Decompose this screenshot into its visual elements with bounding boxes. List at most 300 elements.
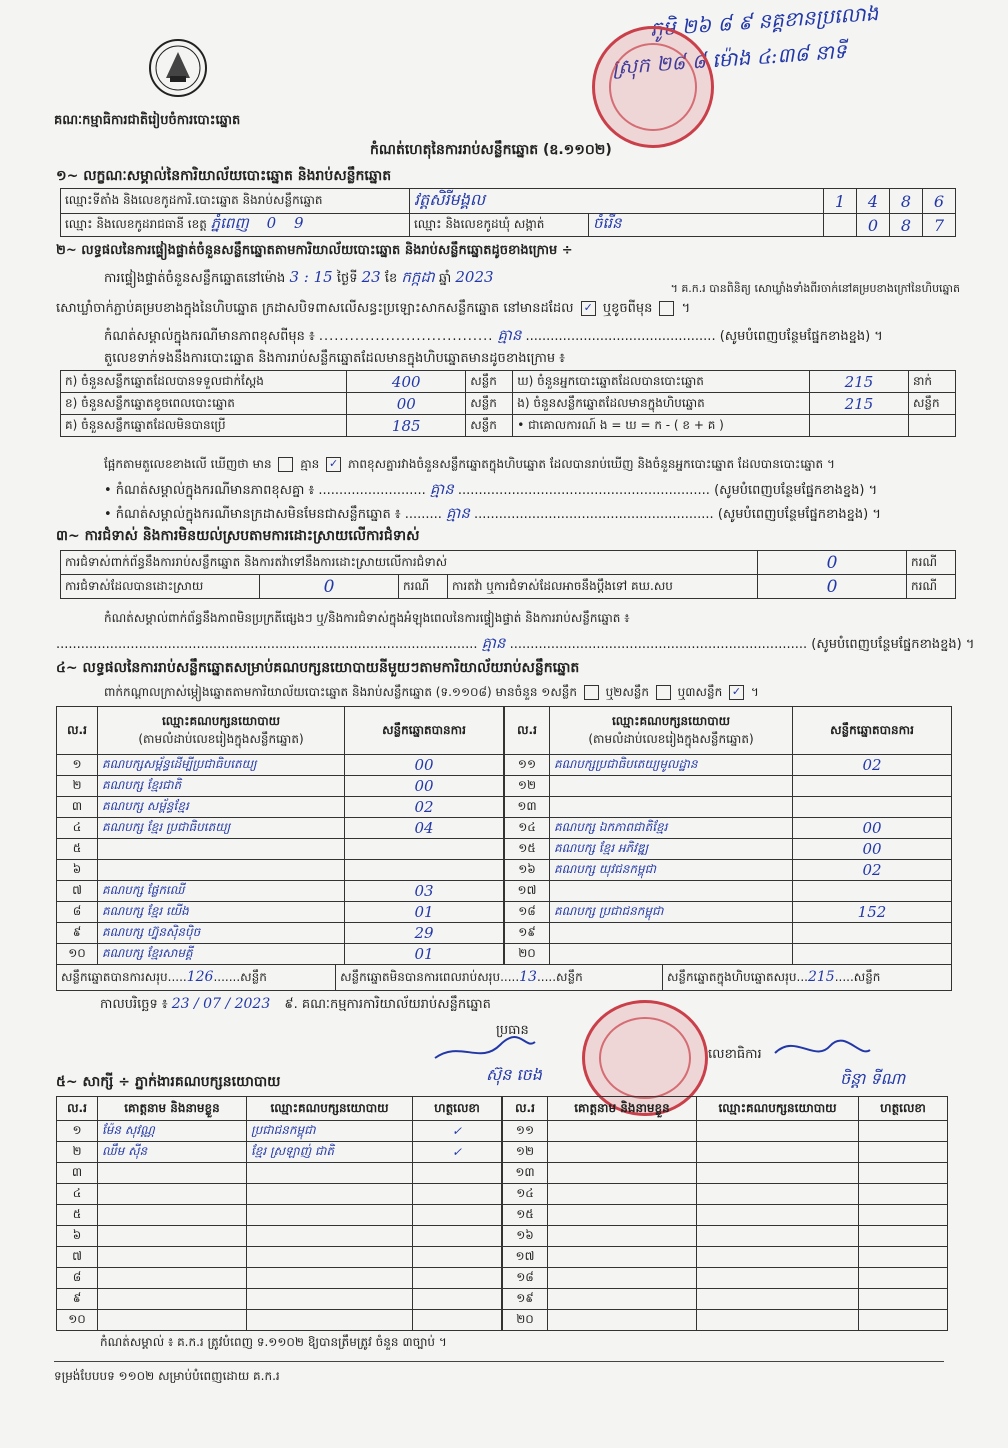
result-row <box>505 923 952 944</box>
result-no: ៦ <box>57 860 98 881</box>
s2-l1d: ឆ្នាំ <box>438 271 452 286</box>
result-votes: 02 <box>793 860 952 881</box>
witness-row <box>503 1268 948 1289</box>
result-no: ១៧ <box>505 881 550 902</box>
s4-date-label: កាលបរិច្ឆេទ ៖ <box>100 997 168 1012</box>
s4-total-box-label: សន្លឹកឆ្នោតក្នុងហិបឆ្នោតសរុប <box>667 969 797 984</box>
result-party <box>550 797 793 818</box>
witness-row <box>503 1184 948 1205</box>
nec-emblem-icon <box>148 38 208 98</box>
witness-party <box>247 1268 413 1289</box>
s4-col-no-r: ល.រ <box>505 707 550 755</box>
result-votes: 152 <box>793 902 952 923</box>
s3-row1-label: ការជំទាស់ពាក់ព័ន្ធនឹងការរាប់សន្លឹកឆ្នោត និងការតវ៉ាទៅនឹងការដោះស្រាយលើការជំទាស់ <box>61 551 758 575</box>
witness-no: ២០ <box>503 1310 548 1331</box>
witness-row <box>503 1247 948 1268</box>
result-votes <box>793 797 952 818</box>
result-votes: 00 <box>345 776 504 797</box>
witness-no: ១៥ <box>503 1205 548 1226</box>
witness-signature: ✓ <box>413 1142 502 1163</box>
result-party: គណបក្ស ហ្វ៊ុនស៊ិនប៉ិច <box>98 923 345 944</box>
s2-bullet1: • កំណត់សម្គាល់ក្នុងករណីមានភាពខុសគ្នា ៖ .......................... គ្មាន ............................................................. (សូមបំពេញបន្ថែមផ្នែកខាងខ្នង) ។ <box>104 480 878 498</box>
witness-signature <box>859 1163 948 1184</box>
witness-signature <box>859 1184 948 1205</box>
s1-commune-value: ចំរើន <box>589 214 824 237</box>
witness-signature: ✓ <box>413 1121 502 1142</box>
witness-party <box>697 1289 859 1310</box>
s3-note-line: ...................................................................................................... គ្មាន ........................................................................ (សូមបំពេញបន្ថែមផ្នែកខាងខ្នង) ។ <box>56 634 975 652</box>
witness-name <box>548 1289 697 1310</box>
s4-total-invalid-label: សន្លឹកឆ្នោតមិនបានការពេលរាប់សរុប <box>340 969 501 984</box>
result-no: ៤ <box>57 818 98 839</box>
s5-col-party: ឈ្មោះគណបក្សនយោបាយ <box>247 1097 413 1121</box>
witness-no: ២ <box>57 1142 98 1163</box>
result-no: ៨ <box>57 902 98 923</box>
result-party: គណបក្សប្រជាធិបតេយ្យមូលដ្ឋាន <box>550 755 793 776</box>
s2-left-value: 185 <box>347 415 466 437</box>
s2-left-label: គ) ចំនួនសន្លឹកឆ្នោតដែលមិនបានប្រើ <box>61 415 347 437</box>
result-no: ១ <box>57 755 98 776</box>
result-row <box>57 923 504 944</box>
witness-name: ឈឹម ស៊ីន <box>98 1142 247 1163</box>
witness-signature <box>413 1268 502 1289</box>
s2-l1c: ខែ <box>384 271 398 286</box>
result-row <box>57 860 504 881</box>
s1-code1-3: 6 <box>923 189 956 214</box>
witness-party <box>697 1226 859 1247</box>
witness-no: ១៤ <box>503 1184 548 1205</box>
witness-no: ៣ <box>57 1163 98 1184</box>
result-votes: 02 <box>793 755 952 776</box>
s3-row2-unit: ករណី <box>399 575 448 599</box>
footer-divider <box>54 1361 944 1362</box>
result-votes: 00 <box>345 755 504 776</box>
witness-signature <box>859 1205 948 1226</box>
no-diff-checkbox[interactable]: ✓ <box>326 457 341 472</box>
witness-name <box>548 1184 697 1205</box>
witness-signature <box>413 1310 502 1331</box>
s2-right-label: ង) ចំនួនសន្លឹកឆ្នោតដែលមានក្នុងហិបឆ្នោត <box>513 393 810 415</box>
s1-row1-value: វត្តសិរីមង្គល <box>410 189 824 214</box>
top-handwriting-2: ស្រុក ២៨ ៨ ម៉ោង ៤:៣៨ នាទី <box>611 38 848 80</box>
witness-row <box>503 1289 948 1310</box>
nec-logo <box>148 38 208 98</box>
result-no: ២០ <box>505 944 550 965</box>
result-votes: 01 <box>345 944 504 965</box>
result-votes: 00 <box>793 839 952 860</box>
s4-total-box-cell: សន្លឹកឆ្នោតក្នុងហិបឆ្នោតសរុប...215.....សន្លឹក <box>663 965 952 991</box>
s4-total-valid: 126 <box>186 968 214 985</box>
witness-table-right <box>502 1096 948 1331</box>
result-votes: 01 <box>345 902 504 923</box>
s1-code2-blank <box>824 214 857 237</box>
witness-row <box>57 1289 502 1310</box>
witness-name: ម៉ែន សុវណ្ណ <box>98 1121 247 1142</box>
s2-bullet2-value: គ្មាន <box>446 504 470 522</box>
s1-code2-0: 0 <box>857 214 890 237</box>
witness-name <box>98 1226 247 1247</box>
result-votes: 02 <box>345 797 504 818</box>
result-no: ១២ <box>505 776 550 797</box>
s4-unit2: សន្លឹក <box>556 969 583 984</box>
section5-heading: ៥~ សាក្សី ÷ ភ្នាក់ងារគណបក្សនយោបាយ <box>56 1074 281 1090</box>
s2-bullet2: • កំណត់សម្គាល់ក្នុងករណីមានក្រដាសមិនមែនជាសន្លឹកឆ្នោត ៖ ......... គ្មាន .......................................................... (សូមបំពេញបន្ថែមផ្នែកខាងខ្នង) ។ <box>104 504 881 522</box>
s2-bullet1-text: • កំណត់សម្គាល់ក្នុងករណីមានភាពខុសគ្នា ៖ <box>104 483 315 498</box>
s2-right-value: 215 <box>810 393 909 415</box>
s1-row1-label: ឈ្មោះទីតាំង និងលេខកូដការិ.បោះឆ្នោត និងរាប់សន្លឹកឆ្នោត <box>61 189 410 214</box>
result-no: ៧ <box>57 881 98 902</box>
s1-province-code0: 0 <box>266 214 277 232</box>
witness-name <box>98 1184 247 1205</box>
result-party <box>550 881 793 902</box>
result-party: គណបក្ស ផ្លែកឈើ <box>98 881 345 902</box>
result-no: ១០ <box>57 944 98 965</box>
witness-signature <box>413 1184 502 1205</box>
s2-right-unit <box>909 415 956 437</box>
result-row <box>505 881 952 902</box>
s5-col-no-r: ល.រ <box>503 1097 548 1121</box>
s4-intro-c: ឬ៣សន្លឹក <box>677 685 723 699</box>
witness-row <box>57 1268 502 1289</box>
result-votes <box>345 860 504 881</box>
section1-heading: ១~ លក្ខណៈសម្គាល់នៃការិយាល័យបោះឆ្នោត និងរាប់សន្លឹកឆ្នោត <box>56 168 392 184</box>
result-row <box>505 839 952 860</box>
s5-col-no: ល.រ <box>57 1097 98 1121</box>
result-votes: 00 <box>793 818 952 839</box>
s1-code2-1: 8 <box>890 214 923 237</box>
witness-no: ១៦ <box>503 1226 548 1247</box>
section4-heading: ៤~ លទ្ធផលនៃការរាប់សន្លឹកឆ្នោតសម្រាប់គណបក្សនយោបាយនីមួយៗតាមការិយាល័យរាប់សន្លឹកឆ្នោត <box>56 660 580 676</box>
s2-line5 <box>104 456 835 474</box>
s2-right-label: ឃ) ចំនួនអ្នកបោះឆ្នោតដែលបានបោះឆ្នោត <box>513 371 810 393</box>
result-row <box>505 755 952 776</box>
witness-party <box>697 1163 859 1184</box>
witness-signature <box>859 1247 948 1268</box>
s2-hour: 3 : 15 <box>289 268 333 286</box>
witness-name <box>98 1268 247 1289</box>
witness-party <box>247 1226 413 1247</box>
s2-bullet1-value: គ្មាន <box>429 480 454 498</box>
result-row <box>57 755 504 776</box>
s2-fill-note: (សូមបំពេញបន្ថែមផ្នែកខាងខ្នង) ។ <box>719 329 883 344</box>
witness-party <box>697 1268 859 1289</box>
result-no: ១៥ <box>505 839 550 860</box>
witness-party <box>247 1289 413 1310</box>
witness-row <box>503 1163 948 1184</box>
section2-heading: ២~ លទ្ធផលនៃការផ្ទៀងផ្ទាត់ចំនួនសន្លឹកឆ្នោតតាមការិយាល័យបោះឆ្នោត និងរាប់សន្លឹកឆ្នោតដូចខាងក្រោម ÷ <box>56 243 573 258</box>
s4-col-party-text-r: ឈ្មោះគណបក្សនយោបាយ <box>611 713 731 728</box>
s2-right-value: 215 <box>810 371 909 393</box>
s3-note-value: គ្មាន <box>481 634 506 652</box>
s2-year: 2023 <box>455 268 494 286</box>
s2-intact-label: ឬខូចពីមុន <box>602 301 653 316</box>
s4-intro: ពាក់កណ្តាលក្រាស់ម្ភៀងឆ្នោតតាមការិយាល័យបោះឆ្នោត និងរាប់សន្លឹកឆ្នោត (ទ.១១០៨) មានចំនួន ១សន្លឹក ឬ២សន្លឹក ឬ៣សន្លឹក ✓ ។ <box>104 685 759 699</box>
witness-name <box>548 1268 697 1289</box>
s4-date-line <box>100 996 491 1015</box>
s2-line3-value: គ្មាន <box>497 326 522 344</box>
witness-no: ១២ <box>503 1142 548 1163</box>
witness-row <box>57 1142 502 1163</box>
witness-party: ប្រជាជនកម្ពុជា <box>247 1121 413 1142</box>
s4-unit1: សន្លឹក <box>240 969 267 984</box>
result-no: ៣ <box>57 797 98 818</box>
s2-l1b: ថ្ងៃទី <box>336 271 358 286</box>
results-table-right <box>504 706 952 965</box>
s2-l1a: ការផ្ទៀងផ្ទាត់ចំនួនសន្លឹកឆ្នោតនៅម៉ោង <box>104 271 286 286</box>
s4-total-box: 215 <box>807 968 835 985</box>
witness-name <box>548 1163 697 1184</box>
s1-province: ភ្នំពេញ <box>210 214 249 232</box>
three-sheet-checkbox[interactable]: ✓ <box>729 685 744 700</box>
result-no: ១៤ <box>505 818 550 839</box>
s2-line5-a: ផ្អែកតាមតួលេខខាងលើ ឃើញថា មាន <box>104 457 272 471</box>
witness-name <box>98 1289 247 1310</box>
witness-signature <box>859 1268 948 1289</box>
top-handwriting: ភូមិ ២៦ ៨ ៩ នគ្គខានប្រលោង <box>649 1 880 41</box>
s4-col-votes: សន្លឹកឆ្នោតបានការ <box>345 707 504 755</box>
s1-province-code1: 9 <box>293 214 304 232</box>
witness-party <box>247 1247 413 1268</box>
witness-no: ១៣ <box>503 1163 548 1184</box>
result-party <box>550 776 793 797</box>
result-row <box>57 776 504 797</box>
result-party <box>550 923 793 944</box>
result-votes <box>793 923 952 944</box>
result-party: គណបក្ស ឯកភាពជាតិខ្មែរ <box>550 818 793 839</box>
s2-line2-text: សោឃ្លាំចាក់ភ្ជាប់គម្របខាងក្នុងនៃហិបឆ្នោត ក្រដាសបិទពាសលើសន្ធះប្រឡោះសាកសន្លឹកឆ្នោត នៅមានដដែល <box>56 301 574 316</box>
witness-name <box>548 1205 697 1226</box>
s5-col-sign: ហត្ថលេខា <box>413 1097 502 1121</box>
witness-no: ១៧ <box>503 1247 548 1268</box>
result-no: ៥ <box>57 839 98 860</box>
result-votes <box>793 881 952 902</box>
s2-line1 <box>104 268 494 290</box>
s2-left-value: 400 <box>347 371 466 393</box>
s4-committee: ៩. គណៈកម្មការការិយាល័យរាប់សន្លឹកឆ្នោត <box>284 997 491 1012</box>
result-no: ១៣ <box>505 797 550 818</box>
result-party: គណបក្ស ខ្មែរ អភិវឌ្ឍ <box>550 839 793 860</box>
result-no: ៩ <box>57 923 98 944</box>
result-votes: 29 <box>345 923 504 944</box>
witness-no: ៨ <box>57 1268 98 1289</box>
s2-line5-b: គ្មាន <box>300 457 320 471</box>
has-diff-checkbox[interactable] <box>278 457 293 472</box>
s2-line5-c: ភាពខុសគ្នារវាងចំនួនសន្លឹកឆ្នោតក្នុងហិបឆ្នោត ដែលបានរាប់ឃើញ និងចំនួនអ្នកបោះឆ្នោត ដែលបានបោះឆ្នោត ។ <box>347 457 835 471</box>
s1-commune-label: ឈ្មោះ និងលេខកូដឃុំ សង្កាត់ <box>410 214 589 237</box>
result-votes: 03 <box>345 881 504 902</box>
s2-left-value: 00 <box>347 393 466 415</box>
witness-party <box>697 1247 859 1268</box>
s3-note: កំណត់សម្គាល់ពាក់ព័ន្ធនឹងភាពមិនប្រក្រតីផ្សេងៗ ឬ/និងការជំទាស់ក្នុងអំឡុងពេលនៃការផ្ទៀងផ្ទាត់ និងការរាប់សន្លឹកឆ្នោត ៖ <box>104 611 630 625</box>
s1-code1-1: 4 <box>857 189 890 214</box>
result-party <box>550 944 793 965</box>
result-row <box>505 776 952 797</box>
s5-col-name-r: គោត្តនាម និងនាមខ្លួន <box>548 1097 697 1121</box>
s4-intro-a: ពាក់កណ្តាលក្រាស់ម្ភៀងឆ្នោតតាមការិយាល័យបោះឆ្នោត និងរាប់សន្លឹកឆ្នោត (ទ.១១០៨) មានចំនួន ១សន្លឹក <box>104 685 577 699</box>
witness-party <box>247 1205 413 1226</box>
s1-code2-2: 7 <box>923 214 956 237</box>
s3-row2b-unit: ករណី <box>907 575 956 599</box>
result-party: គណបក្ស ខ្មែរសាមគ្គី <box>98 944 345 965</box>
witness-signature <box>413 1289 502 1310</box>
witness-party <box>697 1310 859 1331</box>
result-row <box>505 818 952 839</box>
s3-row2-value: 0 <box>260 575 399 599</box>
s2-line3-label: កំណត់សម្គាល់ក្នុងករណីមានភាពខុសពីមុន ៖ <box>104 329 315 344</box>
s2-line4: តួលេខទាក់ទងនឹងការបោះឆ្នោត និងការរាប់សន្លឹកឆ្នោតដែលមានក្នុងហិបឆ្នោតមានដូចខាងក្រោម ៖ <box>104 351 565 366</box>
result-row <box>57 881 504 902</box>
s1-code1-0: 1 <box>824 189 857 214</box>
result-row <box>57 944 504 965</box>
s2-row <box>61 393 956 415</box>
s4-col-party <box>98 707 345 755</box>
s4-intro-b: ឬ២សន្លឹក <box>605 685 650 699</box>
s4-unit3: សន្លឹក <box>853 969 881 984</box>
s4-col-votes-r: សន្លឹកឆ្នោតបានការ <box>793 707 952 755</box>
s4-col-no: ល.រ <box>57 707 98 755</box>
result-row <box>505 797 952 818</box>
result-row <box>57 797 504 818</box>
witness-row <box>57 1247 502 1268</box>
witness-no: ៩ <box>57 1289 98 1310</box>
witness-name <box>98 1163 247 1184</box>
s2-right-value <box>810 415 909 437</box>
result-party: គណបក្ស ខ្មែរ ប្រជាធិបតេយ្យ <box>98 818 345 839</box>
witness-row <box>503 1226 948 1247</box>
form-title: កំណត់ហេតុនៃការរាប់សន្លឹកឆ្នោត (ឧ.១១០២) <box>370 142 612 158</box>
witness-name <box>548 1310 697 1331</box>
s2-left-unit: សន្លឹក <box>466 393 513 415</box>
footer-text: ទម្រង់បែបបទ ១១០២ សម្រាប់បំពេញដោយ គ.ក.រ <box>54 1369 280 1383</box>
witness-party: ខ្មែរ ស្រឡាញ់ ជាតិ <box>247 1142 413 1163</box>
witness-signature <box>413 1226 502 1247</box>
president-name: ស៊ុន ចេង <box>486 1065 542 1084</box>
witness-row <box>503 1142 948 1163</box>
s1-row2-label-text: ឈ្មោះ និងលេខកូដរាជធានី ខេត្ត <box>65 217 207 231</box>
witness-party <box>697 1121 859 1142</box>
witness-row <box>57 1163 502 1184</box>
s2-left-unit: សន្លឹក <box>466 371 513 393</box>
s2-line3: កំណត់សម្គាល់ក្នុងករណីមានភាពខុសពីមុន ៖ .................................. គ្មាន .............................................. (សូមបំពេញបន្ថែមផ្នែកខាងខ្នង) ។ <box>104 326 883 344</box>
witness-signature <box>413 1247 502 1268</box>
result-votes <box>345 839 504 860</box>
s5-footnote: កំណត់សម្គាល់ ៖ គ.ក.រ ត្រូវបំពេញ ទ.១១០២ ឱ្យបានត្រឹមត្រូវ ចំនួន ៣ច្បាប់ ។ <box>100 1335 447 1349</box>
s2-left-label: ខ) ចំនួនសន្លឹកឆ្នោតខូចពេលបោះឆ្នោត <box>61 393 347 415</box>
s2-bullet2-text: • កំណត់សម្គាល់ក្នុងករណីមានក្រដាសមិនមែនជាសន្លឹកឆ្នោត ៖ <box>104 507 401 522</box>
witness-name <box>548 1226 697 1247</box>
witness-name <box>98 1205 247 1226</box>
s3-row2b-label: ការតវ៉ា ឬការជំទាស់ដែលអាចនឹងប្តឹងទៅ គឃ.សប <box>448 575 758 599</box>
s3-row1-value: 0 <box>758 551 907 575</box>
witness-row <box>57 1205 502 1226</box>
witness-name <box>548 1121 697 1142</box>
president-signature <box>430 1030 540 1070</box>
witness-party <box>247 1163 413 1184</box>
s2-month: កក្កដា <box>401 268 435 286</box>
result-row <box>505 944 952 965</box>
witness-no: ៤ <box>57 1184 98 1205</box>
s2-l1e: ។ គ.ក.រ បានពិនិត្យ សោឃ្លាំងទាំងពីរចាក់នៅគម្របខាងក្រៅនៃហិបឆ្នោត <box>670 282 960 295</box>
result-votes <box>793 776 952 797</box>
section3-heading: ៣~ ការជំទាស់ និងការមិនយល់ស្របតាមការដោះស្រាយលើការជំទាស់ <box>56 528 420 544</box>
secretary-name: ចិន្តា ទីណា <box>840 1069 906 1088</box>
witness-signature <box>859 1310 948 1331</box>
witness-no: ១១ <box>503 1121 548 1142</box>
s2-right-label: • ជាគោលការណ៍ ង = ឃ = ក - ( ខ + គ ) <box>513 415 810 437</box>
result-votes <box>793 944 952 965</box>
result-row <box>505 860 952 881</box>
s1-row2-label <box>61 214 410 237</box>
result-no: ១៩ <box>505 923 550 944</box>
result-no: ១១ <box>505 755 550 776</box>
s4-col-party-sub: (តាមលំដាប់លេខរៀងក្នុងសន្លឹកឆ្នោត) <box>138 731 304 746</box>
section3-table <box>60 550 956 599</box>
witness-party <box>247 1310 413 1331</box>
two-sheet-checkbox[interactable] <box>656 685 671 700</box>
intact-checkbox[interactable]: ✓ <box>581 301 596 316</box>
witness-party <box>697 1205 859 1226</box>
result-votes: 04 <box>345 818 504 839</box>
s2-day: 23 <box>361 268 381 286</box>
section1-table <box>60 188 956 237</box>
s2-row <box>61 415 956 437</box>
result-row <box>57 818 504 839</box>
witness-row <box>503 1205 948 1226</box>
s2-row <box>61 371 956 393</box>
s5-col-sign-r: ហត្ថលេខា <box>859 1097 948 1121</box>
stamp-top <box>592 26 714 148</box>
witness-name <box>98 1310 247 1331</box>
result-row <box>57 839 504 860</box>
result-party: គណបក្ស ប្រជាជនកម្ពុជា <box>550 902 793 923</box>
result-party: គណបក្សសម្ព័ន្ធដើម្បីប្រជាធិបតេយ្យ <box>98 755 345 776</box>
s1-code1-2: 8 <box>890 189 923 214</box>
witness-signature <box>859 1226 948 1247</box>
section2-table <box>60 370 956 437</box>
witness-row <box>503 1121 948 1142</box>
s4-col-party-r <box>550 707 793 755</box>
s2-bullet2-note: (សូមបំពេញបន្ថែមផ្នែកខាងខ្នង) ។ <box>717 507 881 522</box>
damaged-checkbox[interactable] <box>659 301 674 316</box>
witness-no: ៧ <box>57 1247 98 1268</box>
s3-fill-note: (សូមបំពេញបន្ថែមផ្នែកខាងខ្នង) ។ <box>811 637 975 652</box>
result-no: ១៨ <box>505 902 550 923</box>
witness-party <box>697 1142 859 1163</box>
s3-row2-label: ការជំទាស់ដែលបានដោះស្រាយ <box>61 575 260 599</box>
secretary-label: លេខាធិការ <box>708 1047 762 1062</box>
witness-signature <box>413 1163 502 1184</box>
results-table-left <box>56 706 504 965</box>
witness-no: ៦ <box>57 1226 98 1247</box>
s4-date: 23 / 07 / 2023 <box>171 996 271 1012</box>
witness-party <box>697 1184 859 1205</box>
witness-no: ១០ <box>57 1310 98 1331</box>
witness-signature <box>413 1205 502 1226</box>
president-label: ប្រធាន <box>496 1023 529 1038</box>
s2-right-unit: សន្លឹក <box>909 393 956 415</box>
secretary-signature <box>770 1028 880 1068</box>
result-row <box>57 902 504 923</box>
s4-col-party-text: ឈ្មោះគណបក្សនយោបាយ <box>161 713 281 728</box>
result-party: គណបក្ស ខ្មែរ យើង <box>98 902 345 923</box>
witness-row <box>57 1121 502 1142</box>
one-sheet-checkbox[interactable] <box>584 685 599 700</box>
witness-no: ១ <box>57 1121 98 1142</box>
witness-no: ១៨ <box>503 1268 548 1289</box>
result-party <box>98 839 345 860</box>
witness-name <box>548 1247 697 1268</box>
s2-bullet1-note: (សូមបំពេញបន្ថែមផ្នែកខាងខ្នង) ។ <box>714 483 878 498</box>
